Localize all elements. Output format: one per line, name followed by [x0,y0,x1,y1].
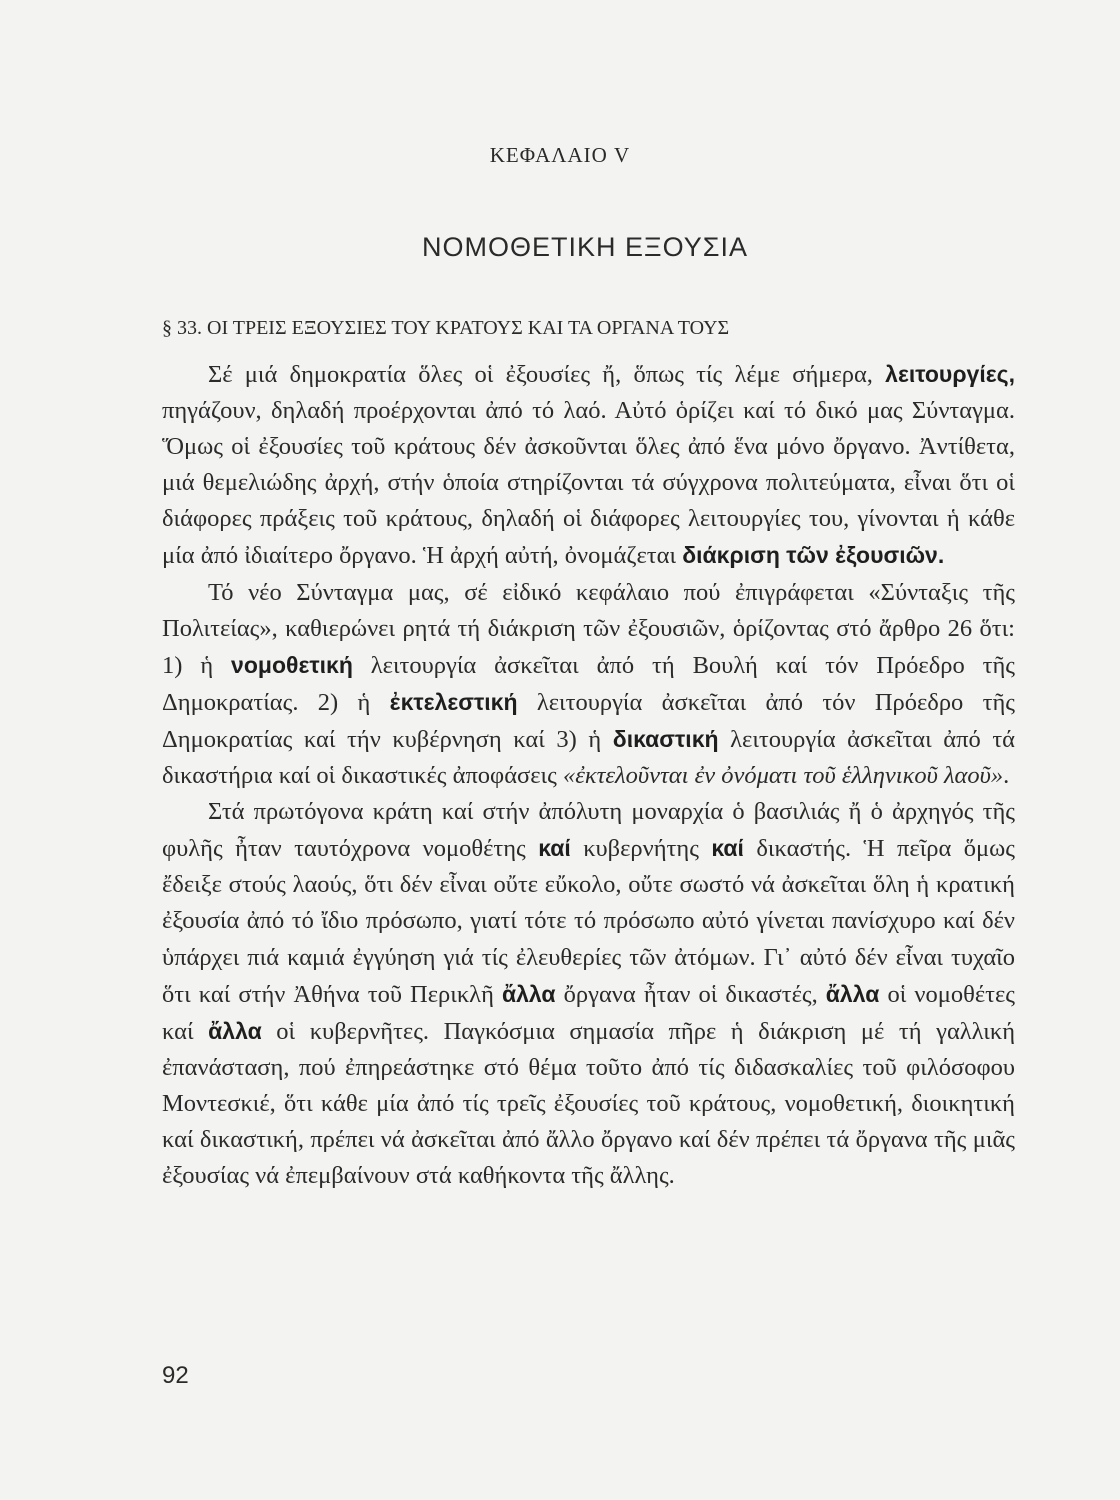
text-run: οἱ κυβερνῆτες. Παγκόσμια σημασία πῆρε ἡ διάκριση μέ τή γαλλική ἐπανάσταση, πού ἐπηρεάστηκε στό θέμα τοῦτο ἀπό τίς διδασκαλίες τοῦ φιλόσοφου Μοντεσκιέ, ὅτι κάθε μία ἀπό τίς τρεῖς ἐξουσίες τοῦ κράτους, νομοθετική, διοικητική καί δικαστική, πρέπει νά ἀσκεῖται ἀπό ἄλλο ὄργανο καί δέν πρέπει τά ὄργανα τῆς μιᾶς ἐξουσίας νά ἐπεμβαίνουν στά καθήκοντα τῆς ἄλλης. [162,1017,1016,1190]
text-run: λειτουργία ἀσκεῖται ἀπό τά δικαστήρια καί οἱ δικαστικές ἀποφάσεις [162,725,1015,790]
text-run: Σέ μιά δημοκρατία ὅλες οἱ ἐξουσίες ἤ, ὅπως τίς λέμε σήμερα, [208,361,886,388]
bold-term: ἄλλα [501,980,556,1007]
bold-term: νομοθετική [231,651,353,678]
bold-term: καί [538,835,571,862]
page-number: 92 [162,1362,189,1389]
paragraph-1 [162,356,1015,575]
text-run: ὄργανα ἦταν οἱ δικαστές, [555,980,826,1008]
body-text [162,356,1015,1194]
bold-term: ἄλλα [825,980,880,1007]
text-run: . [1003,762,1010,790]
chapter-heading: ΚΕΦΑΛΑΙΟ V [489,143,631,167]
bold-term: λειτουργίες, [885,361,1015,387]
text-run: κυβερνήτης [570,835,712,863]
bold-term: ἄλλα [208,1017,262,1044]
bold-term: ἐκτελεστική [389,688,518,715]
text-run: πηγάζουν, δηλαδή προέρχονται ἀπό τό λαό. Αὐτό ὁρίζει καί τό δικό μας Σύνταγμα. Ὅμως οἱ ἐξουσίες τοῦ κράτους δέν ἀσκοῦνται ὅλες ἀπό ἕνα μόνο ὄργανο. Ἀντίθετα, μιά θεμελιώδης ἀρχή, στήν ὁποία στηρίζονται τά σύγχρονα πολιτεύματα, εἶναι ὅτι οἱ διάφορες πράξεις τοῦ κράτους, δηλαδή οἱ διάφορες λειτουργίες του, γίνονται ἡ κάθε μία ἀπό ἰδιαίτερο ὄργανο. Ἡ ἀρχή αὐτή, ὀνομάζεται [162,397,1015,570]
page-title: ΝΟΜΟΘΕΤΙΚΗ ΕΞΟΥΣΙΑ [422,232,748,262]
italic-quote: «ἐκτελοῦνται ἐν ὀνόματι τοῦ ἑλληνικοῦ λαοῦ» [562,762,1004,790]
text-run: Στά πρωτόγονα κράτη καί στήν ἀπόλυτη μοναρχία ὁ βασιλιάς ἤ ὁ ἀρχηγός τῆς φυλῆς ἦταν ταυτόχρονα νομοθέτης [162,798,1015,863]
paragraph-2 [162,575,1015,795]
text-run: οἱ νομοθέτες καί [162,980,1015,1045]
section-heading: § 33. ΟΙ ΤΡΕΙΣ ΕΞΟΥΣΙΕΣ ΤΟΥ ΚΡΑΤΟΥΣ ΚΑΙ ΤΑ ΟΡΓΑΝΑ ΤΟΥΣ [162,317,730,339]
text-run: λειτουργία ἀσκεῖται ἀπό τόν Πρόεδρο τῆς Δημοκρατίας καί τήν κυβέρνηση καί 3) ἡ [162,688,1015,753]
text-run: λειτουργία ἀσκεῖται ἀπό τή Βουλή καί τόν Πρόεδρο τῆς Δημοκρατίας. 2) ἡ [162,651,1015,716]
text-run: Τό νέο Σύνταγμα μας, σέ εἰδικό κεφάλαιο πού ἐπιγράφεται «Σύνταξις τῆς Πολιτείας», καθιερώνει ρητά τή διάκριση τῶν ἐξουσιῶν, ὁρίζοντας στό ἄρθρο 26 ὅτι: 1) ἡ [162,578,1015,679]
text-run: δικαστής. Ἡ πεῖρα ὅμως ἔδειξε στούς λαούς, ὅτι δέν εἶναι οὔτε εὔκολο, οὔτε σωστό νά ἀσκεῖται ὅλη ἡ κρατική ἐξουσία ἀπό τό ἴδιο πρόσωπο, γιατί τότε τό πρόσωπο αὐτό γίνεται πανίσχυρο καί δέν ὑπάρχει πιά καμιά ἐγγύηση γιά τίς ἐλευθερίες τῶν ἀτόμων. Γι᾽ αὐτό δέν εἶναι τυχαῖο ὅτι καί στήν Ἀθήνα τοῦ Περικλῆ [162,835,1015,1008]
paragraph-3 [162,794,1015,1194]
bold-term: καί [711,835,744,862]
bold-term: δικαστική [612,725,719,752]
bold-term: διάκριση τῶν ἐξουσιῶν. [682,542,945,569]
